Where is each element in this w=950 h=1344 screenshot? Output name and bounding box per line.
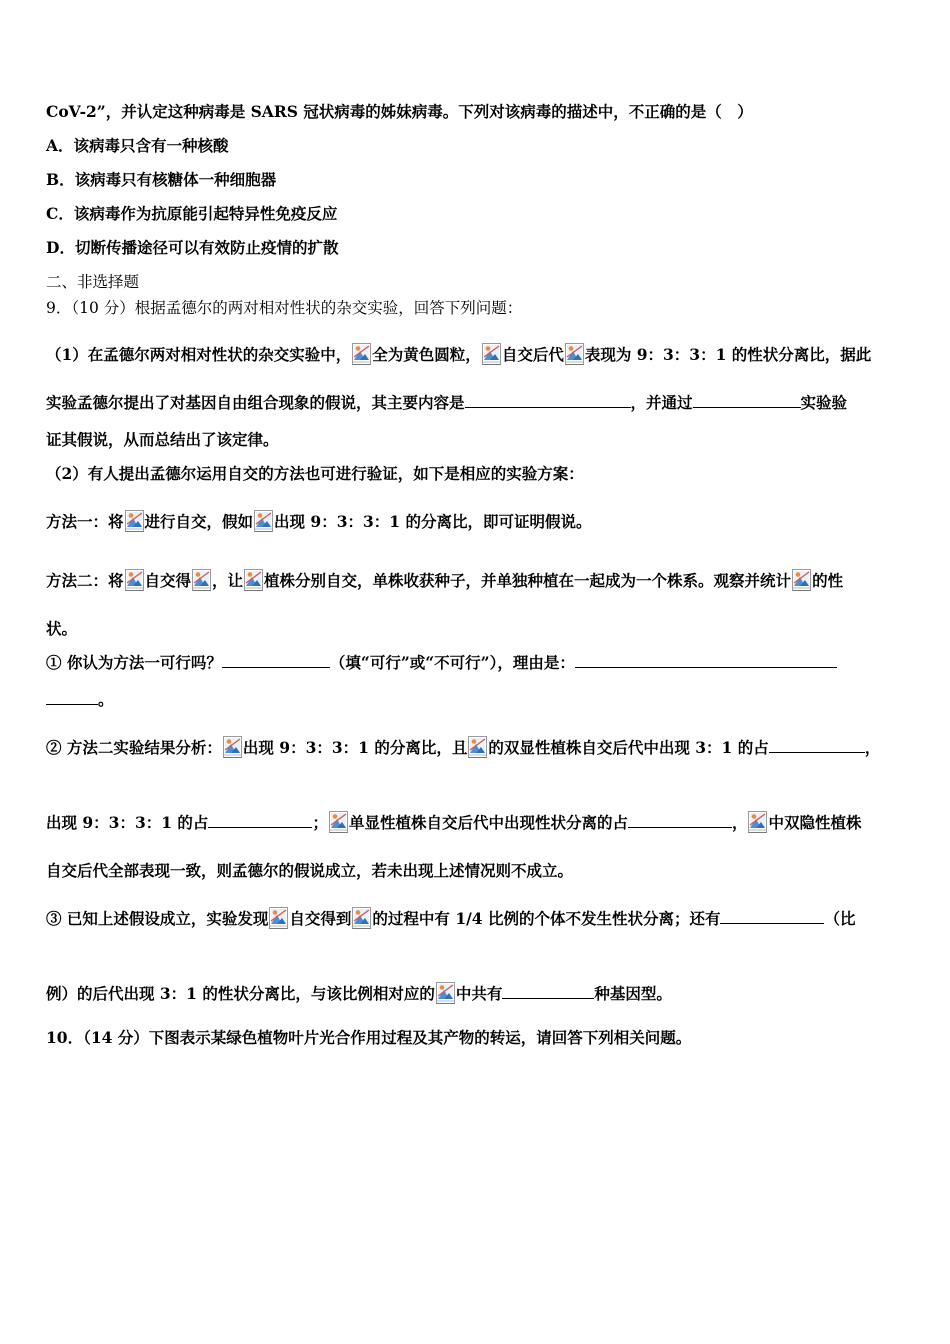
placeholder-sun <box>248 572 253 577</box>
sub-question-1: ① 你认为方法一可行吗？ （填“可行”或“不可行”），理由是： <box>46 653 906 673</box>
image-placeholder-icon <box>192 569 211 591</box>
placeholder-sun <box>752 814 757 819</box>
q9-p1: （1）在孟德尔两对相对性状的杂交实验中， 全为黄色圆粒， 自交后代 表现为 9：3：3：1 的性状分离比，据此 <box>46 345 872 364</box>
broken-image-glyph <box>255 511 272 531</box>
sub-question-2: ② 方法二实验结果分析： 出现 9：3：3：1 的分离比，且 的双显性植株自交后代中出现 3：1 的占 ， <box>46 738 881 757</box>
q9-p3: 证其假说，从而总结出了该定律。 <box>46 430 279 449</box>
q9-p2: 实验孟德尔提出了对基因自由组合现象的假说，其主要内容是 ，并通过 实验验 <box>46 393 848 412</box>
placeholder-sun <box>333 814 338 819</box>
image-placeholder-icon <box>352 907 371 929</box>
sub-question-3: ③ 已知上述假设成立，实验发现 自交得到 的过程中有 1/4 比例的个体不发生性状分离；还有 （比 <box>46 909 856 928</box>
broken-image-glyph <box>437 983 454 1003</box>
broken-image-glyph <box>224 737 241 757</box>
answer-blank[interactable] <box>502 984 594 999</box>
method-2-end: 状。 <box>46 619 78 638</box>
placeholder-sun <box>196 572 201 577</box>
placeholder-sun <box>258 513 263 518</box>
placeholder-sun <box>356 346 361 351</box>
answer-blank[interactable] <box>46 690 98 705</box>
image-placeholder-icon <box>436 982 455 1004</box>
image-placeholder-icon <box>254 510 273 532</box>
section-title: 二、非选择题 <box>46 273 140 291</box>
q9-head: 9．（10 分）根据孟德尔的两对相对性状的杂交实验，回答下列问题： <box>46 299 523 317</box>
image-placeholder-icon <box>223 736 242 758</box>
image-placeholder-icon <box>125 569 144 591</box>
sub-question-3-end: 例）的后代出现 3：1 的性状分离比，与该比例相对应的 中共有 种基因型。 <box>46 984 672 1003</box>
image-placeholder-icon <box>468 736 487 758</box>
q9-p4: （2）有人提出孟德尔运用自交的方法也可进行验证，如下是相应的实验方案： <box>46 464 584 483</box>
placeholder-sun <box>273 910 278 915</box>
placeholder-sun <box>356 910 361 915</box>
q10-head: 10．（14 分）下图表示某绿色植物叶片光合作用过程及其产物的转运，请回答下列相关问题。 <box>46 1028 692 1047</box>
broken-image-glyph <box>126 570 143 590</box>
placeholder-sun <box>227 739 232 744</box>
q8-stem: CoV-2”，并认定这种病毒是 SARS 冠状病毒的姊妹病毒。下列对该病毒的描述中，不正确的是（ ） <box>46 102 753 121</box>
image-placeholder-icon <box>269 907 288 929</box>
broken-image-glyph <box>193 570 210 590</box>
image-placeholder-icon <box>748 811 767 833</box>
broken-image-glyph <box>566 344 583 364</box>
broken-image-glyph <box>749 812 766 832</box>
placeholder-sun <box>486 346 491 351</box>
image-placeholder-icon <box>792 569 811 591</box>
sub-question-2-end: 自交后代全部表现一致，则孟德尔的假说成立，若未出现上述情况则不成立。 <box>46 861 574 880</box>
answer-blank[interactable] <box>222 653 330 668</box>
answer-blank[interactable] <box>693 393 801 408</box>
image-placeholder-icon <box>352 343 371 365</box>
sub-question-1-end: 。 <box>46 690 906 710</box>
broken-image-glyph <box>469 737 486 757</box>
broken-image-glyph <box>353 908 370 928</box>
broken-image-glyph <box>270 908 287 928</box>
placeholder-sun <box>569 346 574 351</box>
image-placeholder-icon <box>125 510 144 532</box>
placeholder-sun <box>796 572 801 577</box>
placeholder-sun <box>472 739 477 744</box>
answer-blank[interactable] <box>575 653 837 668</box>
image-placeholder-icon <box>482 343 501 365</box>
image-placeholder-icon <box>565 343 584 365</box>
image-placeholder-icon <box>244 569 263 591</box>
broken-image-glyph <box>353 344 370 364</box>
broken-image-glyph <box>330 812 347 832</box>
q8-option-a: A．该病毒只含有一种核酸 <box>46 136 229 155</box>
q8-option-d: D．切断传播途径可以有效防止疫情的扩散 <box>46 238 339 257</box>
placeholder-sun <box>440 985 445 990</box>
answer-blank[interactable] <box>465 393 631 408</box>
broken-image-glyph <box>245 570 262 590</box>
placeholder-sun <box>128 572 133 577</box>
method-2: 方法二：将 自交得 ，让 植株分别自交，单株收获种子，并单独种植在一起成为一个株系。观察并统计 的性 <box>46 571 844 590</box>
broken-image-glyph <box>483 344 500 364</box>
sub-question-2-cont: 出现 9：3：3：1 的占 ； 单显性植株自交后代中出现性状分离的占 ， 中双隐性植株 <box>46 813 862 832</box>
answer-blank[interactable] <box>208 813 312 828</box>
answer-blank[interactable] <box>769 738 865 753</box>
q8-option-b: B．该病毒只有核糖体一种细胞器 <box>46 170 277 189</box>
broken-image-glyph <box>793 570 810 590</box>
method-1: 方法一：将 进行自交，假如 出现 9：3：3：1 的分离比，即可证明假说。 <box>46 512 592 531</box>
broken-image-glyph <box>126 511 143 531</box>
q8-option-c: C．该病毒作为抗原能引起特异性免疫反应 <box>46 204 338 223</box>
answer-blank[interactable] <box>628 813 732 828</box>
placeholder-sun <box>128 513 133 518</box>
image-placeholder-icon <box>329 811 348 833</box>
answer-blank[interactable] <box>720 909 824 924</box>
